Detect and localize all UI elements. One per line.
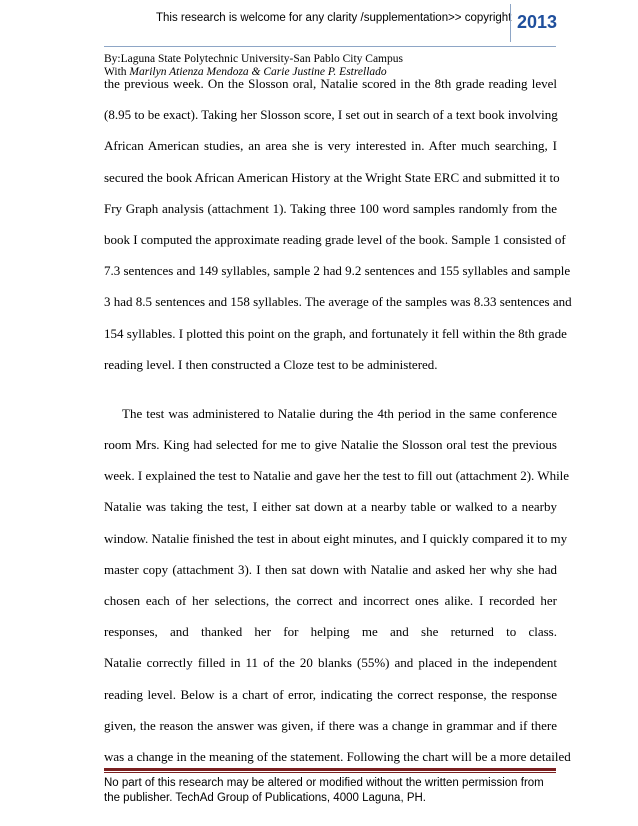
body-text: [104, 76, 572, 780]
body-line: window. Natalie finished the test in about eight minutes, and I quickly compared it to my: [104, 530, 568, 546]
page-footer: [104, 776, 564, 806]
header-year-box: [510, 4, 557, 42]
affiliation-authors: Marilyn Atienza Mendoza & Carie Justine P. Estrellado: [129, 65, 387, 78]
paragraph-gap: [104, 388, 557, 406]
body-line: African American studies, an area she is very interested in. After much searching, I: [104, 138, 557, 154]
body-line: 3 had 8.5 sentences and 158 syllables. The average of the samples was 8.33 sentences and: [104, 294, 572, 310]
body-line: week. I explained the test to Natalie and gave her the test to fill out (attachment 2). While: [104, 468, 570, 484]
footer-line-1: No part of this research may be altered or modified without the written permission from: [104, 777, 544, 789]
body-line: Natalie correctly filled in 11 of the 20 blanks (55%) and placed in the independent: [104, 655, 557, 671]
header-text: This research is welcome for any clarity /supplementation>> copyright: [156, 12, 512, 24]
body-line: responses, and thanked her for helping me and she returned to class.: [104, 624, 557, 640]
body-line: Natalie was taking the test, I either sat down at a nearby table or walked to a nearby: [104, 499, 557, 515]
footer-rule-thick: [104, 768, 556, 771]
footer-rule-thin: [104, 772, 556, 773]
body-line: the previous week. On the Slosson oral, Natalie scored in the 8th grade reading level: [104, 76, 557, 91]
body-line: reading level. I then constructed a Cloze test to be administered.: [104, 356, 438, 372]
page-header: [104, 2, 558, 46]
header-rule: [104, 46, 556, 47]
footer-line-2: the publisher. TechAd Group of Publications, 4000 Laguna, PH.: [104, 792, 427, 804]
body-line: 7.3 sentences and 149 syllables, sample 2 had 9.2 sentences and 155 syllables and sample: [104, 263, 571, 279]
affiliation: [104, 53, 403, 78]
body-line: 154 syllables. I plotted this point on the graph, and fortunately it fell within the 8th grade: [104, 325, 567, 341]
body-line: master copy (attachment 3). I then sat down with Natalie and asked her why she had: [104, 561, 557, 577]
body-line: was a change in the meaning of the statement. Following the chart will be a more detailed: [104, 748, 571, 764]
body-line: given, the reason the answer was given, if there was a change in grammar and if there: [104, 717, 557, 733]
paragraph-1: [104, 76, 572, 388]
body-line: book I computed the approximate reading grade level of the book. Sample 1 consisted of: [104, 231, 566, 247]
affiliation-with: With: [104, 65, 130, 78]
body-line: Fry Graph analysis (attachment 1). Taking three 100 word samples randomly from the: [104, 200, 557, 216]
paragraph-2: [104, 405, 571, 780]
body-line: chosen each of her selections, the correct and incorrect ones alike. I recorded her: [104, 593, 557, 608]
body-line: room Mrs. King had selected for me to give Natalie the Slosson oral test the previous: [104, 437, 557, 453]
header-year: 2013: [517, 12, 558, 32]
body-line: secured the book African American History at the Wright State ERC and submitted it to: [104, 169, 560, 185]
affiliation-line-1: By:Laguna State Polytechnic University-San Pablo City Campus: [104, 53, 403, 65]
body-line: (8.95 to be exact). Taking her Slosson score, I set out in search of a text book involving: [104, 107, 558, 123]
body-line: reading level. Below is a chart of error, indicating the correct response, the response: [104, 686, 557, 702]
body-line: The test was administered to Natalie during the 4th period in the same conference: [122, 405, 557, 421]
